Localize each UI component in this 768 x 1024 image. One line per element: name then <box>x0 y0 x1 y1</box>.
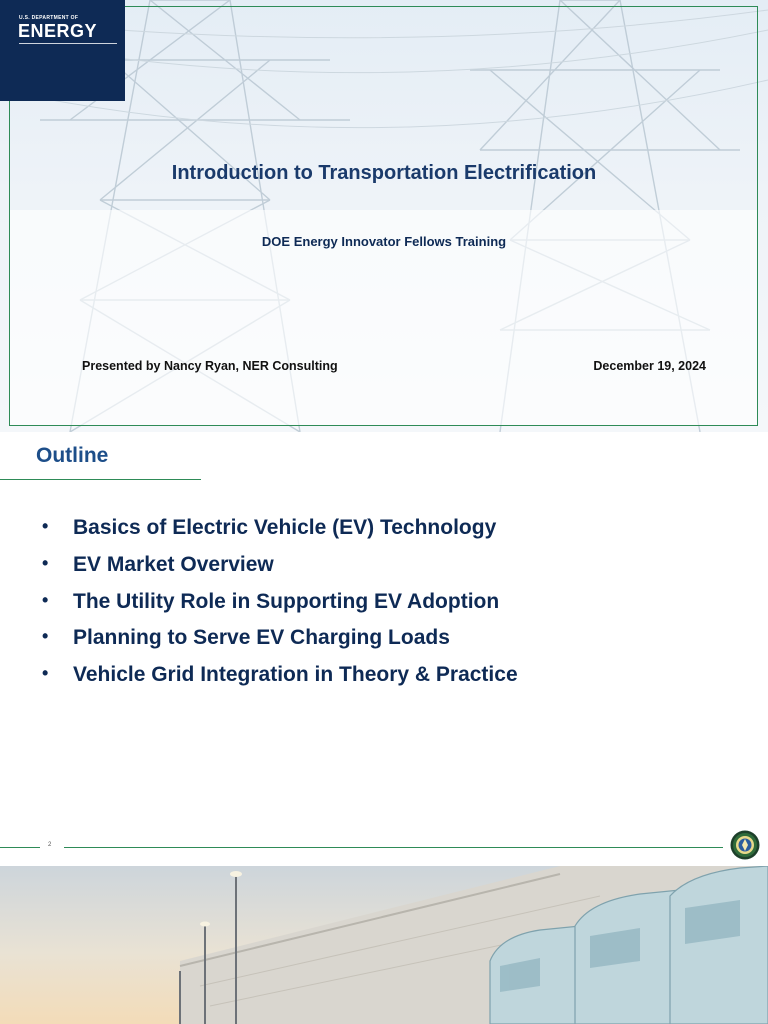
bullet-icon: • <box>42 589 49 610</box>
heading-underline <box>0 479 201 480</box>
list-item-text: The Utility Role in Supporting EV Adoption <box>73 589 500 613</box>
bullet-icon: • <box>42 663 49 684</box>
list-item-text: Vehicle Grid Integration in Theory & Practice <box>73 663 518 687</box>
presentation-date: December 19, 2024 <box>593 359 706 373</box>
footer-rule-right <box>64 847 723 848</box>
page-number: 2 <box>48 842 52 848</box>
list-item-text: Basics of Electric Vehicle (EV) Technology <box>73 516 497 539</box>
title-slide <box>0 0 768 432</box>
ev-trucks-photo <box>0 866 768 1024</box>
doe-seal-icon <box>730 830 760 860</box>
bullet-icon: • <box>42 552 49 573</box>
bullet-icon: • <box>42 626 49 647</box>
logo-department-text: U.S. DEPARTMENT OF <box>19 15 79 21</box>
logo-underline <box>19 43 117 44</box>
bullet-icon: • <box>42 516 49 536</box>
outline-heading: Outline <box>36 444 109 467</box>
footer-rule-left <box>0 847 40 848</box>
list-item-text: EV Market Overview <box>73 552 274 576</box>
presentation-subtitle: DOE Energy Innovator Fellows Training <box>261 234 507 249</box>
presentation-title: Introduction to Transportation Electrification <box>171 162 597 184</box>
doe-logo <box>0 0 125 101</box>
presenter-credit: Presented by Nancy Ryan, NER Consulting <box>82 359 338 373</box>
outline-slide <box>0 432 768 866</box>
logo-energy-text: ENERGY <box>18 21 98 41</box>
trucks-illustration <box>0 866 768 1024</box>
list-item-text: Planning to Serve EV Charging Loads <box>73 626 450 650</box>
